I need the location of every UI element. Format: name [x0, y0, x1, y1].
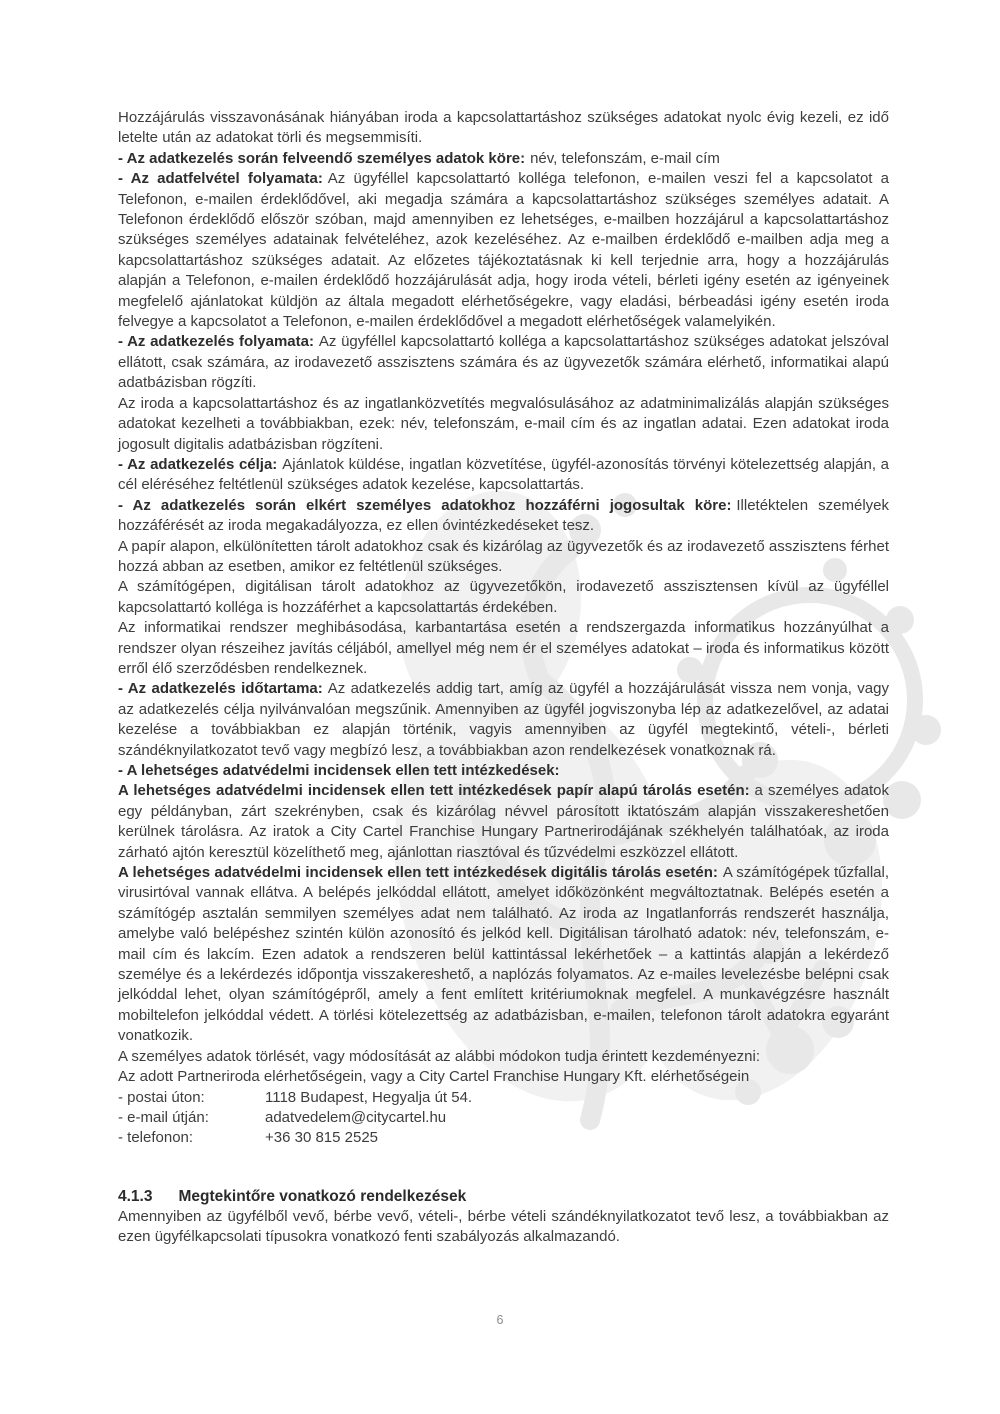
paragraph-text: Az ügyféllel kapcsolattartó kolléga telefonon, e-mailen veszi fel a kapcsolatot a Telefonon, e-mailen érdeklődővel, aki megadja számára a kapcsolattartáshoz szükséges személyes adatait. A Telefonon érdeklődő először szóban, majd amennyiben ez lehetséges, e-mailben hozzájárul a kapcsolattartáshoz szükséges személyes adatainak felvételéhez, azok kezeléséhez. Az e-mailben érdeklődő e-mailben adja meg a kapcsolattartáshoz szükséges adatait. Az előzetes tájékoztatásnak ki kell terjednie arra, hogy a hozzájárulás alapján a Telefonon, e-mailen érdeklődő hozzájárulását adja, hogy iroda vételi, bérleti igény esetén az igényeinek megfelelő ajánlatokat küldjön az általa megadott elérhetőségekre, vagy eladási, bérbeadási igény esetén iroda felvegye a kapcsolatot a Telefonon, e-mailen érdeklődővel a megadott elérhetőségek valamelyikén. [118, 170, 889, 331]
section-title: Megtekintőre vonatkozó rendelkezések [178, 1187, 467, 1205]
paragraph-lead: - Az adatkezelés célja: [118, 455, 278, 473]
contact-row-postal [118, 1088, 889, 1108]
paragraph [118, 679, 889, 761]
paragraph [118, 577, 889, 618]
section-number: 4.1.3 [118, 1187, 153, 1205]
paragraph-text: A papír alapon, elkülönítetten tárolt adatokhoz csak és kizárólag az ügyvezetők és az irodavezető asszisztens férhet hozzá abban az esetben, amikor ez feltétlenül szükséges. [118, 537, 889, 575]
paragraph-text: Az informatikai rendszer meghibásodása, karbantartása esetén a rendszergazda informatikus hozzányúlhat a rendszer olyan részeihez javítás céljából, amellyel még nem ér el személyes adatokat – iroda és informatikus között erről élő szerződésben rendelkeznek. [118, 619, 889, 677]
paragraph-text: A számítógépen, digitálisan tárolt adatokhoz az ügyvezetőkön, irodavezető asszisztensen kívül az ügyféllel kapcsolattartó kolléga is hozzáférhet a kapcsolattartás érdekében. [118, 578, 889, 616]
paragraph [118, 761, 889, 781]
paragraph [118, 781, 889, 863]
paragraph-text: Ajánlatok küldése, ingatlan közvetítése, ügyfél-azonosítás törvényi kötelezettség alapján, a cél eléréséhez feltétlenül szükséges adatok kezelése, kapcsolattartás. [118, 455, 889, 494]
paragraph [118, 1067, 889, 1087]
paragraph [118, 1047, 889, 1067]
paragraph-lead: - Az adatfelvétel folyamata: [118, 170, 323, 188]
paragraph [118, 496, 889, 537]
paragraph-lead: A lehetséges adatvédelmi incidensek ellen tett intézkedések digitális tárolás esetén: [118, 864, 718, 882]
paragraph-text: Amennyiben az ügyfélből vevő, bérbe vevő, vételi-, bérbe vételi szándéknyilatkozatot tevő lesz, a továbbiakban az ezen ügyfélkapcsolati típusokra vonatkozó fenti szabályozás alkalmazandó. [118, 1207, 889, 1246]
paragraph [118, 394, 889, 455]
paragraph-lead: - A lehetséges adatvédelmi incidensek ellen tett intézkedések: [118, 762, 560, 779]
paragraph-text: Az iroda a kapcsolattartáshoz és az ingatlanközvetítés megvalósulásához az adatminimalizálás alapján szükséges adatokat kezelheti a továbbiakban, ezek: név, telefonszám, e-mail cím és az ingatlan adatai. Ezen adatokat iroda jogosult digitalis adatbázisban rögzíteni. [118, 394, 889, 453]
paragraph-lead: - Az adatkezelés során felveendő személyes adatok köre: [118, 149, 526, 167]
paragraph-text: A személyes adatok törlését, vagy módosítását az alábbi módokon tudja érintett kezdeményezni: [118, 1047, 761, 1065]
paragraph [118, 332, 889, 393]
paragraph-text: Az ügyféllel kapcsolattartó kolléga a kapcsolattartáshoz szükséges adatokat jelszóval ellátott, csak számára, az irodavezető asszisztens számára és az ügyvezetők számára elérhető, informatikai alapú adatbázisban rögzíti. [118, 333, 889, 392]
postal-address: 1118 Budapest, Hegyalja út 54. [265, 1088, 473, 1106]
paragraph [118, 455, 889, 496]
paragraph [118, 537, 889, 578]
paragraph-lead: - Az adatkezelés folyamata: [118, 333, 314, 351]
paragraph [118, 863, 889, 1047]
paragraph-lead: - Az adatkezelés időtartama: [118, 680, 323, 698]
paragraph [118, 1207, 889, 1248]
page-number: 6 [496, 1313, 504, 1327]
contact-row-email [118, 1108, 889, 1128]
paragraph [118, 169, 889, 332]
paragraph-text: Illetéktelen személyek hozzáférését az iroda megakadályozza, ez ellen óvintézkedéseket tesz. [118, 496, 889, 535]
paragraph-lead: A lehetséges adatvédelmi incidensek ellen tett intézkedések papír alapú tárolás esetén: [118, 782, 750, 800]
contact-label: - postai úton: [118, 1088, 205, 1106]
section-heading-4-1-3 [118, 1186, 889, 1207]
email-address: adatvedelem@citycartel.hu [265, 1108, 447, 1126]
document-body [118, 108, 889, 1248]
paragraph-text: név, telefonszám, e-mail cím [530, 149, 720, 167]
contact-label: - telefonon: [118, 1129, 194, 1147]
contact-label: - e-mail útján: [118, 1108, 209, 1126]
paragraph-text: Az adatkezelés addig tart, amíg az ügyfél a hozzájárulását vissza nem vonja, vagy az adatkezelés célja nyilvánvalóan megszűnik. Amennyiben az ügyfél jogviszonyba lép az adatkezelővel, az adatai kezelése a továbbiakban ez alapján történik, vagyis amennyiben az ügyfél megtekintő, vételi-, bérleti szándéknyilatkozatot tevő vagy megbízó lesz, a továbbiakban azon rendelkezések vonatkoznak rá. [118, 680, 889, 759]
paragraph-text: Az adott Partneriroda elérhetőségein, vagy a City Cartel Franchise Hungary Kft. elérhetőségein [118, 1068, 750, 1086]
phone-number: +36 30 815 2525 [265, 1129, 379, 1147]
contact-row-phone [118, 1128, 889, 1148]
paragraph-text: a személyes adatok egy példányban, zárt szekrényben, csak és kizárólag névvel párosított iktatószám alapján visszakereshetően kerülnek tárolásra. Az iratok a City Cartel Franchise Hungary Partnerirodájának székhelyén találhatóak, az iroda zárható ajtón keresztül közelíthető meg, ajánlottan riasztóval és tűzvédelmi eszközzel ellátott. [118, 782, 889, 861]
paragraph [118, 618, 889, 679]
paragraph-lead: - Az adatkezelés során elkért személyes adatokhoz hozzáférni jogosultak köre: [118, 496, 732, 514]
paragraph-text: Hozzájárulás visszavonásának hiányában iroda a kapcsolattartáshoz szükséges adatokat nyolc évig kezeli, ez idő letelte után az adatokat törli és megsemmisíti. [118, 109, 889, 147]
paragraph-text: A számítógépek tűzfallal, virusirtóval vannak ellátva. A belépés jelkóddal ellátott, amelyet időközönként megváltoztatnak. Belépés esetén a számítógép asztalán semmilyen személyes adat nem található. Az iroda az Ingatlanforrás rendszerét használja, amelybe való belépéshez szintén külön azonosító és jelkód kell. Digitálisan tárolható adatok: név, telefonszám, e-mail cím és lakcím. Ezen adatok a rendszeren belül kattintással lekérhetőek – a kattintás alapján a lekérdező személye és a lekérdezés időpontja visszakereshető, a naplózás folyamatos. Az e-mailes levelezésbe belépni csak jelkóddal lehet, olyan számítógépről, amely a fent említett kritériumoknak megfelel. A munkavégzésre használt mobiltelefon jelkóddal védett. A törlési kötelezettség az adatbázisban, e-mailen, telefonon tárolt adatokra egyaránt vonatkozik. [118, 864, 889, 1045]
paragraph [118, 108, 889, 149]
paragraph [118, 149, 889, 169]
